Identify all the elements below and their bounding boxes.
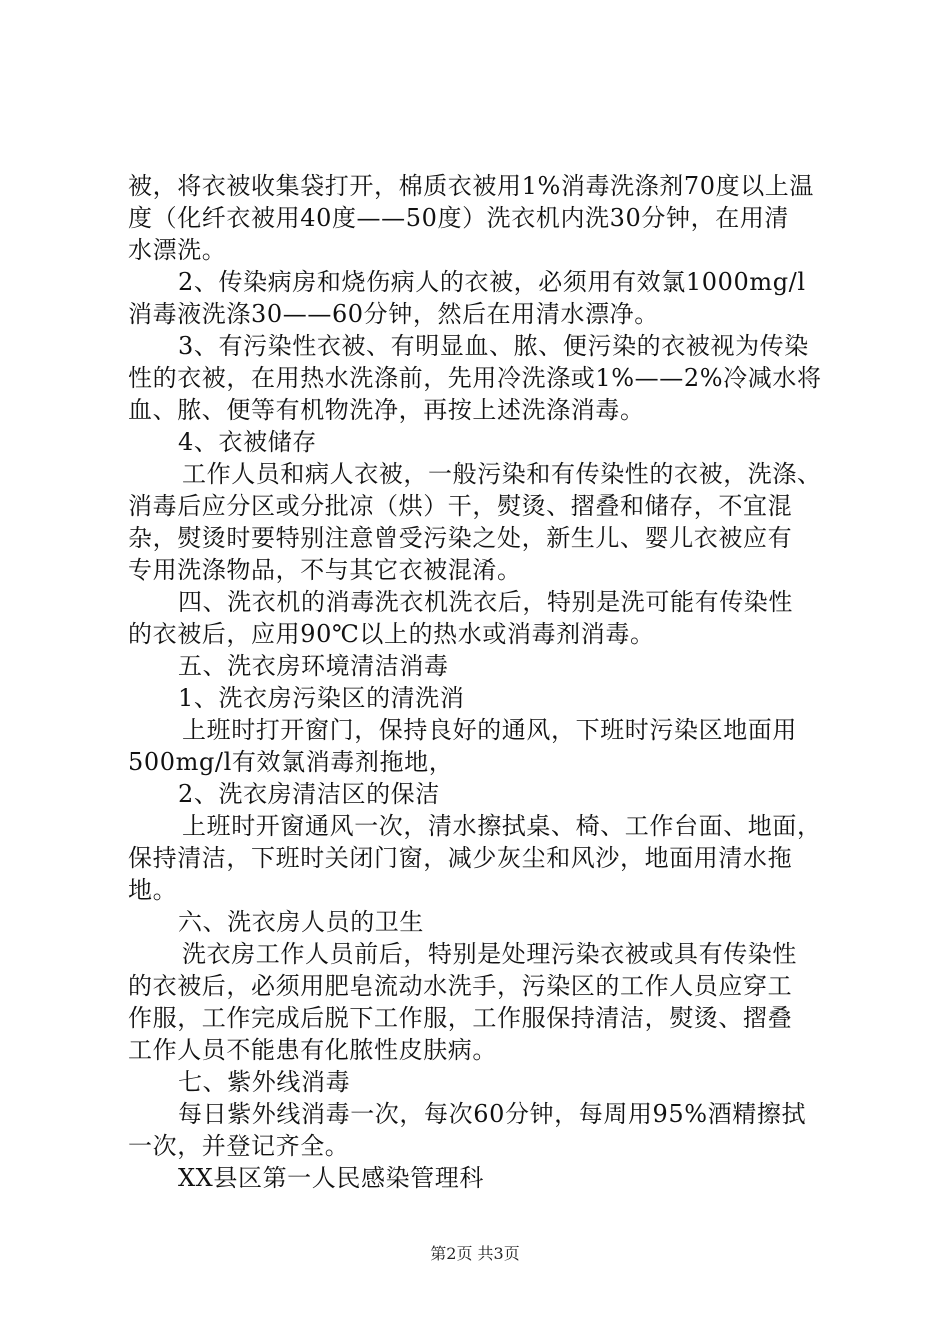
paragraph-line: 2、传染病房和烧伤病人的衣被，必须用有效氯1000mg/l bbox=[178, 268, 806, 296]
paragraph-line: 500mg/l有效氯消毒剂拖地， bbox=[128, 748, 454, 776]
paragraph-line: 消毒液洗涤30——60分钟，然后在用清水漂净。 bbox=[128, 300, 659, 328]
paragraph-line: 水漂洗。 bbox=[128, 236, 227, 264]
paragraph-line: 四、洗衣机的消毒洗衣机洗衣后，特别是洗可能有传染性 bbox=[178, 588, 793, 616]
paragraph-line: 血、脓、便等有机物洗净，再按上述洗涤消毒。 bbox=[128, 396, 645, 424]
paragraph-line: 工作人员不能患有化脓性皮肤病。 bbox=[128, 1036, 497, 1064]
paragraph-line: 上班时开窗通风一次，清水擦拭桌、椅、工作台面、地面， bbox=[182, 812, 822, 840]
page-footer: 第2页 共3页 bbox=[430, 1244, 520, 1263]
paragraph-line: 性的衣被，在用热水洗涤前，先用冷洗涤或1%——2%冷减水将 bbox=[128, 364, 822, 392]
paragraph-line: 杂，熨烫时要特别注意曾受污染之处，新生儿、婴儿衣被应有 bbox=[128, 524, 793, 552]
section-heading: 2、洗衣房清洁区的保洁 bbox=[178, 780, 440, 808]
paragraph-line: 洗衣房工作人员前后，特别是处理污染衣被或具有传染性 bbox=[182, 940, 797, 968]
paragraph-line: 作服，工作完成后脱下工作服，工作服保持清洁，熨烫、摺叠 bbox=[128, 1004, 793, 1032]
section-heading: 七、紫外线消毒 bbox=[178, 1068, 351, 1096]
paragraph-line: 被，将衣被收集袋打开，棉质衣被用1%消毒洗涤剂70度以上温 bbox=[128, 172, 815, 200]
section-heading: 五、洗衣房环境清洁消毒 bbox=[178, 652, 449, 680]
paragraph-line: 度（化纤衣被用40度——50度）洗衣机内洗30分钟，在用清 bbox=[128, 204, 790, 232]
section-heading: 六、洗衣房人员的卫生 bbox=[178, 908, 424, 936]
paragraph-line: 专用洗涤物品，不与其它衣被混淆。 bbox=[128, 556, 522, 584]
paragraph-line: 一次，并登记齐全。 bbox=[128, 1132, 350, 1160]
paragraph-line: 地。 bbox=[128, 876, 178, 904]
document-body bbox=[128, 170, 833, 1194]
paragraph-line: 的衣被后，必须用肥皂流动水洗手，污染区的工作人员应穿工 bbox=[128, 972, 793, 1000]
paragraph-line: 上班时打开窗门，保持良好的通风，下班时污染区地面用 bbox=[182, 716, 797, 744]
paragraph-line: 3、有污染性衣被、有明显血、脓、便污染的衣被视为传染 bbox=[178, 332, 809, 360]
section-heading: 1、洗衣房污染区的清洗消 bbox=[178, 684, 465, 712]
paragraph-line: 保持清洁，下班时关闭门窗，减少灰尘和风沙，地面用清水拖 bbox=[128, 844, 793, 872]
paragraph-line: 的衣被后，应用90℃以上的热水或消毒剂消毒。 bbox=[128, 620, 655, 648]
signature-line: XX县区第一人民感染管理科 bbox=[178, 1164, 484, 1192]
paragraph-line: 工作人员和病人衣被，一般污染和有传染性的衣被，洗涤、 bbox=[182, 460, 822, 488]
paragraph-line: 每日紫外线消毒一次，每次60分钟，每周用95%酒精擦拭 bbox=[178, 1100, 807, 1128]
paragraph-line: 消毒后应分区或分批凉（烘）干，熨烫、摺叠和储存，不宜混 bbox=[128, 492, 793, 520]
section-heading: 4、衣被储存 bbox=[178, 428, 317, 456]
